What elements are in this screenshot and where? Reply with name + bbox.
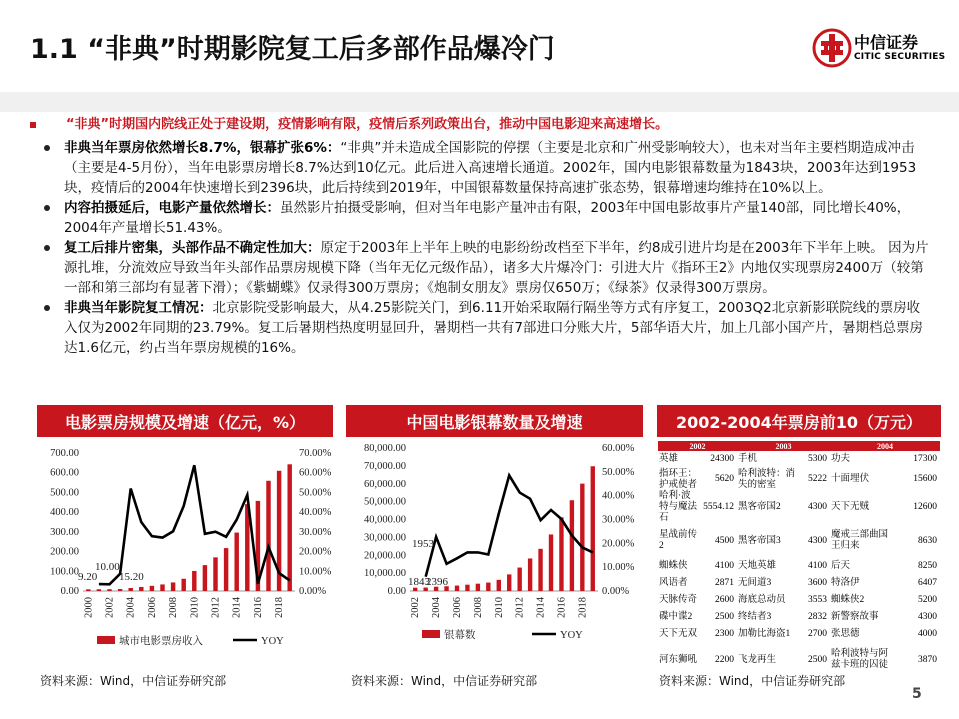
legend-label: 银幕数 (444, 630, 476, 641)
table-cell-title: 后天 (831, 561, 851, 571)
table-cell-title: 星战前传2 (659, 530, 698, 551)
data-label: 15.20 (119, 571, 144, 583)
page-number: 5 (912, 686, 922, 702)
table-cell-value: 4100 (714, 561, 734, 571)
bar (591, 466, 595, 591)
bar (455, 586, 459, 591)
bar (171, 582, 175, 591)
bar (118, 589, 122, 591)
y-right-tick-label: 50.00% (602, 466, 635, 478)
bullet-list (44, 138, 929, 358)
table-cell-title: 蜘蛛侠 (659, 561, 688, 571)
table-cell-title: 飞龙再生 (737, 654, 776, 665)
bullet-item (44, 298, 929, 358)
table-cell-value: 5620 (714, 474, 734, 484)
y-right-tick-label: 10.00% (299, 566, 332, 578)
y-right-tick-label: 20.00% (602, 538, 635, 550)
bullet-heading: 非典当年影院复工情况： (64, 300, 213, 316)
bar (517, 568, 521, 591)
bullet-heading: 非典当年票房依然增长8.7%，银幕扩张6%： (64, 140, 341, 156)
y-left-tick-label: 300.00 (50, 526, 79, 538)
y-right-tick-label: 60.00% (602, 443, 635, 454)
table-cell-value: 3870 (918, 654, 937, 665)
table-row (658, 592, 940, 609)
x-tick-label: 2004 (125, 597, 137, 618)
screen-count-chart (346, 440, 646, 662)
table-cell-title: 天下无贼 (831, 502, 870, 512)
bar (139, 587, 143, 591)
bar (86, 589, 90, 591)
bar (528, 558, 532, 591)
x-tick-label: 2012 (514, 597, 526, 618)
bar (234, 533, 238, 591)
table-cell-value: 3553 (808, 595, 827, 605)
bar (465, 585, 469, 591)
table-cell-title: 天脉传奇 (659, 595, 698, 605)
company-logo (812, 26, 952, 72)
x-tick-label: 2004 (431, 597, 443, 618)
table-row (658, 626, 940, 643)
bullet-body: 原定于2003年上半年上映的电影纷纷改档至下半年，约8成引进片均是在2003年下半年上映。 因为片源扎堆，分流效应导致当年头部作品票房规模下降（当年无亿元级作品），诸多大片爆冷门：引进大片《指环王2》内地仅实现票房2400万（较第一部和第三部均有显著下滑）；《紫蝴蝶》仅录得300万票房；《炮制女朋友》票房仅650万；《绿茶》仅录得300万票房。 (64, 240, 929, 296)
y-left-tick-label: 70,000.00 (364, 460, 406, 472)
bar (423, 588, 427, 591)
table-cell-title: 张思德 (831, 629, 860, 639)
bar (507, 574, 511, 591)
bar (203, 565, 207, 591)
citic-logo-icon (812, 28, 852, 68)
bullet-body: “非典”并未造成全国影院的停摆（主要是北京和广州受影响较大），也未对当年主要档期造成冲击（主要是4-5月份），当年电影票房增长8.7%达到10亿元。此后进入高速增长通道。2002年，国内电影银幕数量为1843块，2003年达到1953块，疫情后的2004年快速增长到2396块，此后持续到2019年，中国银幕数量保持高速扩张态势，银幕增速均维持在10%以上。 (64, 140, 917, 196)
y-left-tick-label: 600.00 (50, 467, 79, 479)
data-label: 1843 (408, 576, 430, 588)
bullet-body: 北京影院受影响最大，从4.25影院关门，到6.11开始采取隔行隔坐等方式有序复工，2003Q2北京新影联院线的票房收入仅为2002年同期的23.79%。复工后暑期档热度明显回升，暑期档一共有7部进口分账大片，5部华语大片，加上几部小国产片，暑期档总票房达1.6亿元，约占当年票房规模的16%。 (64, 300, 924, 356)
legend-label: YOY (560, 630, 583, 641)
x-tick-label: 2014 (535, 597, 547, 618)
bullet-heading: 复工后排片密集，头部作品不确定性加大： (64, 240, 321, 256)
table-cell-value: 2700 (808, 629, 827, 639)
x-tick-label: 2000 (83, 597, 95, 618)
table-cell-title: 哈利·波特与魔法石 (659, 491, 698, 523)
table-header-2004: 2004 (830, 441, 940, 451)
x-tick-label: 2008 (168, 597, 180, 618)
table-cell-value: 8630 (918, 535, 937, 546)
legend-bar-swatch (422, 630, 440, 638)
table-cell-title: 手机 (737, 454, 757, 464)
table-cell-value: 2500 (808, 654, 827, 665)
y-left-tick-label: 10,000.00 (364, 568, 406, 580)
table-cell-title: 功夫 (831, 454, 851, 464)
table-cell-value: 3600 (808, 578, 827, 588)
table-cell-title: 指环王：护戒使者 (659, 468, 698, 490)
table-cell-value: 2832 (808, 612, 827, 622)
x-tick-label: 2014 (231, 597, 243, 618)
data-label: 1953 (412, 538, 434, 550)
y-left-tick-label: 60,000.00 (364, 478, 406, 490)
chart2-source: 资料来源：Wind，中信证券研究部 (351, 674, 538, 688)
y-left-tick-label: 20,000.00 (364, 550, 406, 562)
table-cell-value: 4300 (808, 535, 827, 546)
table-cell-value: 4500 (714, 535, 734, 546)
table-cell-title: 十面埋伏 (831, 474, 870, 484)
table-cell-value: 2200 (714, 654, 734, 665)
table-cell-title: 海底总动员 (737, 595, 786, 605)
lead-text (30, 116, 930, 133)
table-cell-title: 天地英雄 (737, 561, 776, 571)
bar (97, 589, 101, 591)
bar (287, 464, 291, 591)
y-right-tick-label: 0.00% (299, 586, 327, 597)
x-tick-label: 2008 (472, 597, 484, 618)
table-cell-title: 黑客帝国2 (737, 502, 781, 512)
legend-label: YOY (261, 636, 284, 647)
y-right-tick-label: 50.00% (299, 487, 332, 499)
table-cell-title: 哈利波特与阿兹卡班的囚徒 (831, 649, 889, 670)
y-left-tick-label: 0.00 (60, 586, 79, 597)
bar (224, 548, 228, 591)
y-right-tick-label: 0.00% (602, 586, 630, 597)
x-tick-label: 2010 (189, 597, 201, 618)
bullet-item (44, 198, 929, 238)
table-cell-title: 魔戒三部曲国王归来 (831, 530, 889, 551)
table-cell-value: 5300 (808, 454, 827, 464)
table-cell-title: 无间道3 (737, 578, 772, 588)
table-row (658, 451, 940, 468)
y-right-tick-label: 60.00% (299, 467, 332, 479)
table-cell-value: 4300 (918, 612, 937, 622)
y-left-tick-label: 200.00 (50, 546, 79, 558)
table-cell-value: 2500 (714, 612, 734, 622)
x-tick-label: 2006 (452, 597, 463, 618)
y-right-tick-label: 70.00% (299, 448, 332, 459)
bar (538, 549, 542, 591)
legend-label: 城市电影票房收入 (119, 636, 203, 647)
x-tick-label: 2012 (210, 597, 222, 618)
table-cell-title: 黑客帝国3 (737, 535, 781, 546)
table-cell-title: 河东狮吼 (659, 654, 698, 665)
page-title: 1.1 “非典”时期影院复工后多部作品爆冷门 (30, 34, 555, 65)
bar (192, 571, 196, 591)
data-label: 9.20 (78, 571, 98, 583)
y-left-tick-label: 50,000.00 (364, 496, 406, 508)
table-cell-title: 新警察故事 (831, 612, 879, 622)
table-cell-title: 天下无双 (659, 629, 698, 639)
bar (181, 579, 185, 591)
bar (213, 557, 217, 591)
table-cell-title: 加勒比海盗1 (737, 629, 791, 639)
y-left-tick-label: 100.00 (50, 566, 79, 578)
table-row (658, 524, 940, 558)
table-row (658, 491, 940, 524)
table-cell-value: 5200 (918, 595, 937, 605)
yoy-line (99, 465, 290, 584)
bar (559, 517, 563, 591)
bar (128, 588, 132, 591)
table-cell-value: 17300 (913, 454, 937, 464)
table-cell-title: 特洛伊 (831, 578, 860, 588)
bar (580, 484, 584, 591)
y-right-tick-label: 10.00% (602, 562, 635, 574)
bar (497, 580, 501, 591)
table-cell-value: 6407 (918, 578, 937, 588)
x-tick-label: 2016 (252, 597, 264, 618)
y-right-tick-label: 40.00% (602, 490, 635, 502)
chart2-title: 中国电影银幕数量及增速 (346, 405, 643, 437)
lead-sentence: “非典”时期国内院线正处于建设期，疫情影响有限，疫情后系列政策出台，推动中国电影迎来高速增长。 (66, 117, 669, 132)
table-cell-value: 24300 (710, 454, 734, 464)
x-tick-label: 2002 (104, 597, 116, 618)
bar (160, 584, 164, 591)
table-row (658, 558, 940, 575)
table-cell-title: 蜘蛛侠2 (831, 595, 865, 605)
chart1-source: 资料来源：Wind，中信证券研究部 (40, 674, 227, 688)
table-cell-value: 4100 (808, 561, 827, 571)
bar (266, 481, 270, 591)
table-cell-title: 英雄 (659, 454, 679, 464)
box-office-chart (37, 440, 337, 662)
table-cell-value: 2600 (714, 595, 734, 605)
yoy-line (426, 475, 593, 576)
bar (107, 589, 111, 591)
square-bullet-icon (30, 122, 36, 128)
bar (486, 583, 490, 591)
logo-name-cn: 中信证券 (854, 33, 919, 52)
bullet-body: 虽然影片拍摄受影响，但对当年电影产量冲击有限，2003年中国电影故事片产量140部，同比增长40%，2004年产量增长51.43%。 (64, 200, 911, 236)
bar (570, 500, 574, 591)
table-cell-title: 哈利波特：消失的密室 (737, 468, 795, 490)
y-right-tick-label: 30.00% (299, 526, 332, 538)
table-source: 资料来源：Wind，中信证券研究部 (659, 674, 846, 688)
x-tick-label: 2018 (274, 597, 286, 618)
x-tick-label: 2006 (146, 597, 158, 618)
table-cell-value: 8250 (918, 561, 937, 571)
bullet-item (44, 138, 929, 198)
table-cell-value: 5554.12 (703, 502, 734, 512)
legend-bar-swatch (97, 636, 115, 644)
bullet-item (44, 238, 929, 298)
bar (549, 534, 553, 591)
y-left-tick-label: 0.00 (387, 586, 406, 597)
x-tick-label: 2010 (493, 597, 505, 618)
x-tick-label: 2002 (410, 597, 422, 618)
bar (150, 586, 154, 591)
y-left-tick-label: 400.00 (50, 507, 79, 519)
x-tick-label: 2016 (556, 597, 568, 618)
table-header-2002: 2002 (658, 441, 737, 451)
table-cell-value: 5222 (808, 474, 827, 484)
x-tick-label: 2018 (577, 597, 589, 618)
bullet-heading: 内容拍摄延后，电影产量依然增长： (64, 200, 280, 216)
data-label: 2396 (426, 576, 448, 588)
table-cell-value: 2871 (714, 578, 734, 588)
table-cell-value: 12600 (913, 502, 937, 512)
table-cell-title: 碟中谍2 (659, 612, 693, 622)
logo-name-en: CITIC SECURITIES (854, 52, 946, 62)
table-cell-value: 2300 (714, 629, 734, 639)
y-right-tick-label: 40.00% (299, 507, 332, 519)
table-row (658, 575, 940, 592)
y-right-tick-label: 20.00% (299, 546, 332, 558)
table-cell-value: 4300 (808, 502, 827, 512)
y-left-tick-label: 500.00 (50, 487, 79, 499)
table-header-2003: 2003 (737, 441, 830, 451)
bar (413, 588, 417, 591)
table-cell-title: 风语者 (659, 578, 688, 588)
table-title: 2002-2004年票房前10（万元） (657, 405, 941, 437)
table-row (658, 468, 940, 491)
y-left-tick-label: 700.00 (50, 448, 79, 459)
table-cell-title: 终结者3 (737, 612, 772, 622)
bar (476, 584, 480, 591)
y-right-tick-label: 30.00% (602, 514, 635, 526)
box-office-top10-table (658, 441, 940, 677)
y-left-tick-label: 30,000.00 (364, 532, 406, 544)
table-cell-value: 4000 (918, 629, 937, 639)
chart1-title: 电影票房规模及增速（亿元，%） (37, 405, 333, 437)
y-left-tick-label: 80,000.00 (364, 443, 406, 454)
data-label: 10.00 (95, 561, 120, 573)
y-left-tick-label: 40,000.00 (364, 514, 406, 526)
header-divider-bar (0, 92, 959, 112)
table-cell-value: 15600 (913, 474, 937, 484)
table-row (658, 609, 940, 626)
